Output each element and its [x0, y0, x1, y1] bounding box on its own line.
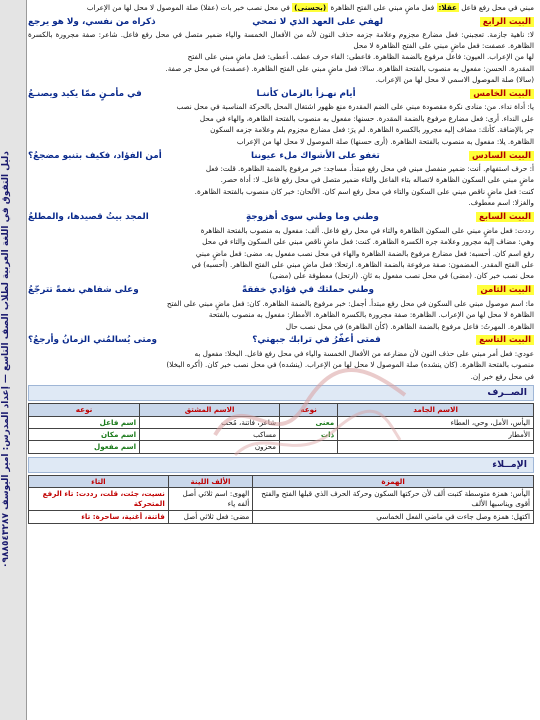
- sidebar-text: دليل التفوق في اللغة العربية لطلاب الصف التاسع — إعداد المدرس: أمير اليوسف ٠٩٨٨٥٤٣٢٨٧: [1, 151, 11, 569]
- sarf-header-jamid: الاسم الجامد: [338, 404, 534, 416]
- table-cell: مساكب: [140, 428, 280, 440]
- verse-7-first-hemistich: وطني وما وطني سوى أهزوجةٍ: [245, 212, 379, 223]
- sarf-header-mushtaq: الاسم المشتق: [140, 404, 280, 416]
- table-cell: الهوى: اسم ثلاثي أصل ألفه ياء: [168, 488, 252, 511]
- verse-4-analysis-3: المقدرة. الحسن: مفعول به منصوب بالفتحة الظاهرة. سالا: فعل ماضٍ مبني على الفتح الظاهرة. (عصفت) في محل جر صفة.: [165, 63, 534, 73]
- verse-9-analysis-1: عودي: فعل أمر مبني على حذف النون لأن مضارعه من الأفعال الخمسة والياء في محل رفع فاعل. البخلا: مفعول به: [194, 348, 534, 358]
- intro-text-2: فعل ماضٍ مبني على الفتح الظاهرة: [330, 3, 435, 12]
- table-cell: اكتهل: همزة وصل جاءت في ماضي الفعل الخماسي: [253, 510, 534, 523]
- imla-table-header-row: [29, 475, 534, 487]
- intro-paragraph: [28, 3, 534, 13]
- table-cell: نسيت، جئت، قلت، رددت: تاء الرفع المتحركة: [29, 488, 169, 511]
- verse-7-analysis-4: على الفتح المقدر. المضمون: صفة مرفوعة بالضمة الظاهرة. ارتحلا: فعل ماضٍ مبني على الفتح الظاهر. (أحسبه) في: [191, 259, 534, 269]
- table-cell: اسم مفعول: [29, 441, 140, 453]
- verse-8-heading: [28, 283, 534, 298]
- verse-6-heading: [28, 148, 534, 163]
- table-cell: اسم مكان: [29, 428, 140, 440]
- verse-5-analysis-1: يا: أداة نداء. من: منادى نكرة مقصودة مبني على الضم المقدرة منع ظهور اشتغال المحل بالحركة المناسبة في محل نصب: [176, 102, 534, 112]
- verse-6-second-hemistich: أمن الفؤاد، فكيف بتنبو مضجعُ؟: [28, 150, 162, 161]
- table-row: [29, 416, 534, 428]
- verse-8-analysis-3: الظاهرة. المهرتُ: فاعل مرفوع بالضمة الظاهرة. (كأن الظاهرة) في محل نصب حال: [285, 321, 534, 331]
- verse-4-analysis-1: لا: ناهية جازمة. تعجبني: فعل مضارع مجزوم وعلامة جزمه حذف النون لأنه من الأفعال الخمسة والياء ضمير متصل في محل رفع فاعل. شاعر: صفة مجرورة بالكسرة الظاهرة. عصفت: فعل ماضٍ مبني على الفتح الظاهرة لا محل: [28, 30, 534, 50]
- verse-5-analysis-3: جر بالإضافة. كأنك: مضاف إليه مجرور بالكسرة الظاهرة. لم يرَ: فعل مضارع مجزوم بلم وعلامة جزمه السكون: [210, 125, 534, 135]
- table-cell: معنى: [280, 416, 338, 428]
- intro-text-3: في محل نصب خبر بات (عقلا) صلة الموصول لا محل لها من الإعراب: [86, 3, 290, 12]
- table-row: [29, 510, 534, 523]
- verse-4-label: البيت الرابع: [480, 17, 534, 27]
- verse-6-analysis-4: والغزلا: اسم معطوف.: [468, 198, 534, 208]
- verse-5-first-hemistich: أيام نهـزأ بالزمان كأننـا: [256, 88, 356, 99]
- intro-highlight-2: (بحسنى): [294, 3, 327, 12]
- verse-9-analysis-2: منصوب بالفتحة الظاهرة. (كان ينشده) صلة الموصول لا محل لها من الإعراب. (ينشده) في محل نصب خبر كان. (أكره البخلا): [166, 360, 534, 370]
- table-row: [29, 428, 534, 440]
- table-cell: اليأس، الأمل، وحي، العطاء: [338, 416, 534, 428]
- imla-header-alif: الألف اللينة: [168, 475, 252, 487]
- verse-7-analysis-2: وهي: مضاف إليه مجرور وعلامة جره الكسرة الظاهرة. كنت: فعل ماضٍ ناقص مبني على السكون والتاء في محل: [202, 237, 534, 247]
- sarf-header-type-2: نوعه: [29, 404, 140, 416]
- table-row: [29, 441, 534, 453]
- verse-4-analysis-4: (سالا) صلة الموصول الاسمي لا محل لها من الإعراب.: [375, 75, 534, 85]
- table-cell: شاعر، فاتنة، مُحب: [140, 416, 280, 428]
- verse-7-analysis-3: رفع اسم كان. أحسبه: فعل مضارع مرفوع بالضمة الظاهرة والهاء في محل نصب مفعول به. مضى: فعل ماضٍ مبني: [195, 248, 534, 258]
- verse-9-second-hemistich: ومتى يُسالمُني الزمانُ وأرجعُ؟: [28, 335, 157, 346]
- verse-6-analysis-2: ماضٍ مبني على السكون الظاهرة لاتصاله بتاء الفاعل والتاء ضمير متصل في محل رفع فاعل. لا: أداة حصر.: [220, 175, 534, 185]
- intro-text-1: مبني في محل رفع فاعل: [461, 3, 534, 12]
- verse-9-heading: [28, 333, 534, 348]
- sarf-header-type-1: نوعه: [280, 404, 338, 416]
- sarf-section-heading: الصــرف: [28, 385, 534, 401]
- table-cell: محزون: [140, 441, 280, 453]
- verse-5-label: البيت الخامس: [470, 89, 534, 99]
- verse-5-analysis-4: الظاهرة. يلا: مفعول به منصوب بالفتحة الظاهرة. (أرى حسنها) صلة الموصول لا محل لها من الإعراب: [236, 136, 534, 146]
- table-cell: الأمطار: [338, 428, 534, 440]
- verse-9-label: البيت التاسع: [476, 335, 534, 345]
- sarf-table: [28, 403, 534, 454]
- verse-4-second-hemistich: ذكراه من نفسي، ولا هو يرجع: [28, 16, 156, 27]
- table-cell: مضى: فعل ثلاثي أصل: [168, 510, 252, 523]
- verse-7-label: البيت السابع: [476, 212, 534, 222]
- imla-table: [28, 475, 534, 524]
- verse-7-analysis-1: رددت: فعل ماضٍ مبني على السكون الظاهرة والتاء في محل رفع فاعل. ألف: مفعول به منصوب بالفتحة الظاهرة: [200, 225, 534, 235]
- table-cell: ذات: [280, 428, 338, 440]
- sarf-table-header-row: [29, 404, 534, 416]
- verse-4-analysis-2: لها من الإعراب. العيون: فاعل مرفوع بالضمة الظاهرة. فاعطى: الفاء حرف عطف. أعطى: فعل ماضٍ مبني على الفتح: [187, 52, 534, 62]
- verse-4-first-hemistich: لهفي على العهد الذي لا تمحي: [252, 16, 384, 27]
- verse-6-analysis-3: كنت: فعل ماضٍ ناقص مبني على السكون والتاء في محل رفع اسم كان. الألحان: خبر كان منصوب بالفتحة الظاهرة.: [194, 186, 534, 196]
- verse-5-heading: [28, 86, 534, 101]
- main-content: [28, 3, 534, 717]
- imla-section-heading: الإمــلاء: [28, 457, 534, 473]
- table-cell: [280, 441, 338, 453]
- verse-8-analysis-2: الظاهرة لا محل لها من الإعراب. الظاهرة: صفة مجرورة بالكسرة الظاهرة. الأمطار: مفعول به منصوب بالفتحة: [208, 310, 534, 320]
- verse-7-heading: [28, 210, 534, 225]
- sidebar-banner: [0, 0, 27, 720]
- verse-6-analysis-1: أ: حرف استفهام. أنت: ضمير منفصل مبني في محل رفع مبتدأ. مساجد: خبر مرفوع بالضمة الظاهرة. قلت: فعل: [205, 164, 534, 174]
- table-cell: فاتنة، أغنية، ساحرة: تاء: [29, 510, 169, 523]
- verse-8-second-hemistich: وعلى شفاهي نغمةً تترجّعُ: [28, 285, 139, 296]
- verse-9-analysis-3: في محل رفع خبر إن.: [470, 371, 534, 381]
- table-row: [29, 488, 534, 511]
- table-cell: [338, 441, 534, 453]
- verse-6-label: البيت السادس: [469, 151, 534, 161]
- verse-9-first-hemistich: فمتى أعفّرُ في ترابك جبهتي؟: [252, 335, 381, 346]
- verse-6-first-hemistich: تغفو على الأشواك ملء عيوننا: [250, 150, 380, 161]
- intro-highlight-1: عقلا:: [438, 3, 457, 12]
- table-cell: اسم فاعل: [29, 416, 140, 428]
- verse-5-analysis-2: على النداء. أرى: فعل مضارع مرفوع بالضمة المقدرة. حسنها: مفعول به منصوب بالفتحة الظاهرة، والهاء في محل: [199, 113, 534, 123]
- verse-5-second-hemistich: في مأمـنٍ ممّا يكيد ويصنـعُ: [28, 88, 142, 99]
- verse-8-first-hemistich: وطني حملتك في فؤادي خفقةً: [242, 285, 374, 296]
- verse-8-analysis-1: ما: اسم موصول مبني على السكون في محل رفع مبتدأ. أجمل: خبر مرفوع بالضمة الظاهرة. كان: فعل ماضٍ مبني على الفتح: [166, 298, 534, 308]
- verse-4-heading: [28, 14, 534, 29]
- imla-header-taa: التاء: [29, 475, 169, 487]
- verse-7-analysis-5: محل نصب خبر كان. (مضى) في محل نصب مفعول به ثانٍ. (ارتحل) معطوفة على (مضى): [269, 271, 534, 281]
- table-cell: اليأس: همزة متوسطة كتبت ألف لأن حركتها السكون وحركة الحرف الذي قبلها الفتح والفتح أقوى ويناسبها الألف: [253, 488, 534, 511]
- verse-8-label: البيت الثامن: [477, 285, 534, 295]
- imla-header-hamza: الهمزة: [253, 475, 534, 487]
- verse-7-second-hemistich: المجد بيتُ قصيدها، والمطلعُ: [28, 212, 149, 223]
